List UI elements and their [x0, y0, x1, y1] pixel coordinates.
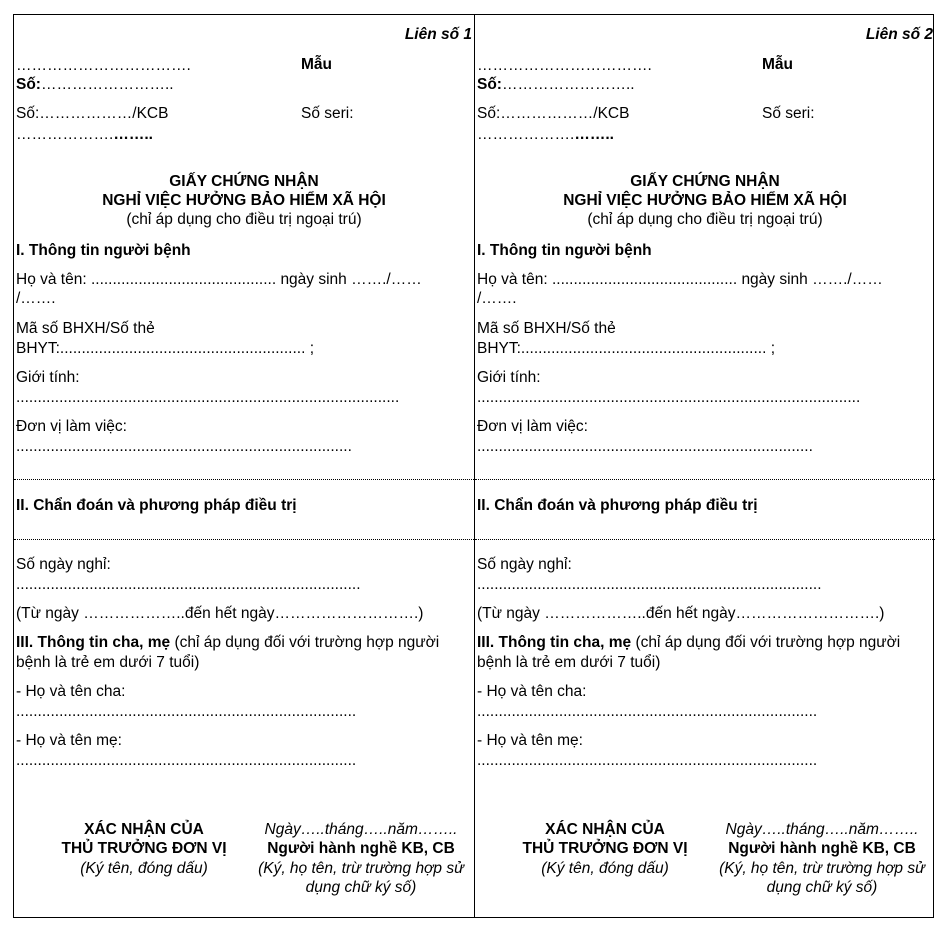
- title-line-3: (chỉ áp dụng cho điều trị ngoại trú): [126, 211, 362, 228]
- workplace-label: Đơn vị làm việc:: [16, 418, 127, 435]
- sign-note-1: (Ký, họ tên, trừ trường hợp sử: [719, 860, 925, 877]
- title-line-2: NGHỈ VIỆC HƯỞNG BẢO HIỂM XÃ HỘI: [563, 192, 847, 209]
- mau-label: Mẫu: [301, 56, 332, 73]
- section-1-heading: I. Thông tin người bệnh: [16, 242, 191, 259]
- copy-label: Liên số 2: [865, 26, 933, 43]
- patient-birth-year: /…….: [477, 290, 517, 307]
- confirm-line-2: THỦ TRƯỞNG ĐƠN VỊ: [522, 840, 688, 857]
- sign-date: Ngày…..tháng…..năm……..: [725, 821, 919, 838]
- workplace-dots: ..............................................................................: [477, 438, 813, 455]
- patient-name-line: Họ và tên: ........................................... ngày sinh ……./……: [477, 271, 883, 288]
- days-off-dots: ................................................................................: [16, 576, 361, 593]
- workplace-divider: [14, 479, 474, 480]
- seri-dots: ……………….……..: [16, 126, 153, 143]
- date-range: (Từ ngày ………………..đến hết ngày……………………….): [477, 605, 885, 622]
- days-off-label: Số ngày nghỉ:: [16, 556, 111, 573]
- title-line-1: GIẤY CHỨNG NHẬN: [169, 173, 319, 190]
- title-line-2: NGHỈ VIỆC HƯỞNG BẢO HIỂM XÃ HỘI: [102, 192, 386, 209]
- father-dots: ...............................................................................: [16, 703, 357, 720]
- workplace-dots: ..............................................................................: [16, 438, 352, 455]
- title-line-1: GIẤY CHỨNG NHẬN: [630, 173, 780, 190]
- confirm-line-1: XÁC NHẬN CỦA: [84, 821, 204, 838]
- sign-note-1: (Ký, họ tên, trừ trường hợp sử: [258, 860, 464, 877]
- bhyt-line: BHYT:......................................................... ;: [16, 340, 315, 357]
- confirm-line-2: THỦ TRƯỞNG ĐƠN VỊ: [61, 840, 227, 857]
- father-dots: ...............................................................................: [477, 703, 818, 720]
- mother-label: - Họ và tên mẹ:: [477, 732, 583, 749]
- confirm-line-3: (Ký tên, đóng dấu): [80, 860, 208, 877]
- confirm-line-3: (Ký tên, đóng dấu): [541, 860, 669, 877]
- days-off-dots: ................................................................................: [477, 576, 822, 593]
- workplace-divider: [475, 479, 935, 480]
- gender-dots: .........................................................................................: [16, 389, 400, 406]
- section-3-heading: III. Thông tin cha, mẹ (chỉ áp dụng đối với trường hợp người: [477, 634, 901, 651]
- gender-label: Giới tính:: [16, 369, 80, 386]
- so-line: Số:……………………..: [477, 76, 635, 93]
- mother-label: - Họ và tên mẹ:: [16, 732, 122, 749]
- so-line: Số:……………………..: [16, 76, 174, 93]
- top-dots: …………………………….: [477, 57, 652, 74]
- so-kcb: Số:………………/KCB: [16, 105, 169, 122]
- confirm-line-1: XÁC NHẬN CỦA: [545, 821, 665, 838]
- copy-label: Liên số 1: [404, 26, 472, 43]
- bhyt-line: BHYT:......................................................... ;: [477, 340, 776, 357]
- practitioner-title: Người hành nghề KB, CB: [728, 840, 916, 857]
- mother-dots: ...............................................................................: [477, 752, 818, 769]
- form-copy-2: [474, 15, 935, 917]
- section-3-heading: III. Thông tin cha, mẹ (chỉ áp dụng đối với trường hợp người: [16, 634, 440, 651]
- so-kcb: Số:………………/KCB: [477, 105, 630, 122]
- title-line-3: (chỉ áp dụng cho điều trị ngoại trú): [587, 211, 823, 228]
- top-dots: …………………………….: [16, 57, 191, 74]
- mother-dots: ...............................................................................: [16, 752, 357, 769]
- bhxh-label: Mã số BHXH/Số thẻ: [477, 320, 616, 337]
- bhxh-label: Mã số BHXH/Số thẻ: [16, 320, 155, 337]
- father-label: - Họ và tên cha:: [477, 683, 587, 700]
- days-off-label: Số ngày nghỉ:: [477, 556, 572, 573]
- diagnosis-divider: [475, 539, 935, 540]
- section-2-heading: II. Chẩn đoán và phương pháp điều trị: [16, 497, 297, 514]
- certificate-frame: [13, 14, 934, 918]
- practitioner-title: Người hành nghề KB, CB: [267, 840, 455, 857]
- sign-date: Ngày…..tháng…..năm……..: [264, 821, 458, 838]
- seri-dots: ……………….……..: [477, 126, 614, 143]
- gender-dots: .........................................................................................: [477, 389, 861, 406]
- so-seri: Số seri:: [301, 105, 354, 122]
- date-range: (Từ ngày ………………..đến hết ngày……………………….): [16, 605, 424, 622]
- sign-note-2: dụng chữ ký số): [305, 879, 417, 896]
- patient-name-line: Họ và tên: ........................................... ngày sinh ……./……: [16, 271, 422, 288]
- section-2-heading: II. Chẩn đoán và phương pháp điều trị: [477, 497, 758, 514]
- section-3-note: bệnh là trẻ em dưới 7 tuổi): [16, 654, 200, 671]
- so-seri: Số seri:: [762, 105, 815, 122]
- form-copy-1: [14, 15, 474, 917]
- mau-label: Mẫu: [762, 56, 793, 73]
- workplace-label: Đơn vị làm việc:: [477, 418, 588, 435]
- father-label: - Họ và tên cha:: [16, 683, 126, 700]
- section-1-heading: I. Thông tin người bệnh: [477, 242, 652, 259]
- patient-birth-year: /…….: [16, 290, 56, 307]
- gender-label: Giới tính:: [477, 369, 541, 386]
- diagnosis-divider: [14, 539, 474, 540]
- sign-note-2: dụng chữ ký số): [766, 879, 878, 896]
- section-3-note: bệnh là trẻ em dưới 7 tuổi): [477, 654, 661, 671]
